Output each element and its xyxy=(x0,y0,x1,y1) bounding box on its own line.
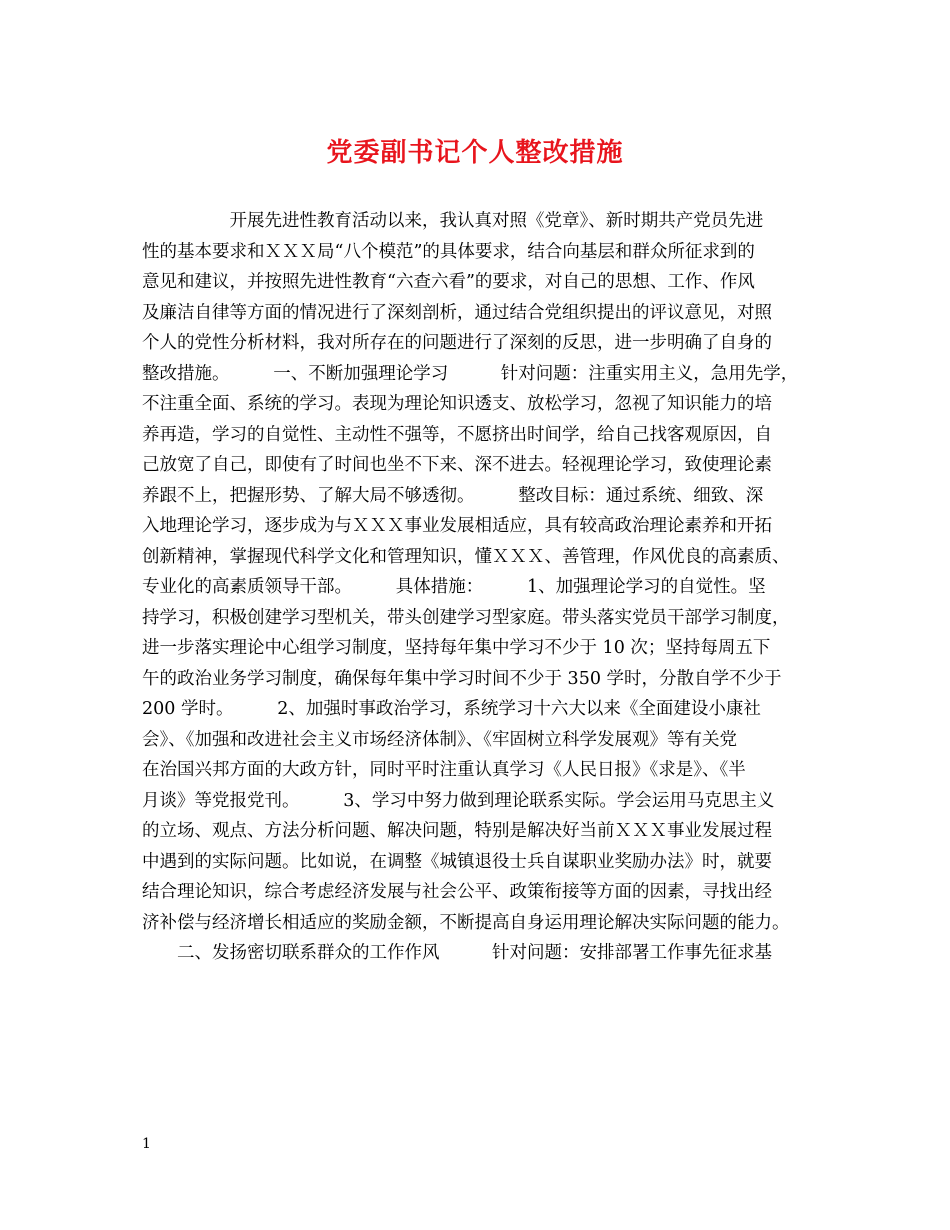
body-text-line: 意见和建议，并按照先进性教育“六查六看”的要求，对自己的思想、工作、作风 xyxy=(142,272,755,292)
body-text-line: 专业化的高素质领导干部。 具体措施： 1、加强理论学习的自觉性。坚 xyxy=(142,577,766,597)
body-text-line: 养再造，学习的自觉性、主动性不强等，不愿挤出时间学，给自己找客观原因，自 xyxy=(142,424,772,445)
body-text-line: 养跟不上，把握形势、了解大局不够透彻。 整改目标：通过系统、细致、深 xyxy=(142,485,764,506)
body-text-line: 性的基本要求和ＸＸＸ局“八个模范”的具体要求，结合向基层和群众所征求到的 xyxy=(142,241,755,262)
document-title: 党委副书记个人整改措施 xyxy=(326,138,624,168)
body-text-line: 创新精神，掌握现代科学文化和管理知识，懂ＸＸＸ、善管理，作风优良的高素质、 xyxy=(142,546,790,567)
body-text-line: 二、发扬密切联系群众的工作作风 针对问题：安排部署工作事先征求基 xyxy=(142,943,772,963)
document-body xyxy=(142,206,822,969)
body-text-line: 结合理论知识，综合考虑经济发展与社会公平、政策衔接等方面的因素，寻找出经 xyxy=(142,882,772,902)
body-text-line: 月谈》等党报党刊。 3、学习中努力做到理论联系实际。学会运用马克思主义 xyxy=(142,790,775,811)
body-text-line: 入地理论学习，逐步成为与ＸＸＸ事业发展相适应，具有较高政治理论素养和开拓 xyxy=(142,516,772,536)
body-text-line: 及廉洁自律等方面的情况进行了深刻剖析，通过结合党组织提出的评议意见，对照 xyxy=(142,302,772,323)
body-text-line: 中遇到的实际问题。比如说，在调整《城镇退役士兵自谋职业奖励办法》时，就要 xyxy=(142,851,772,872)
page-number: 1 xyxy=(142,1136,151,1152)
body-text-line: 在治国兴邦方面的大政方针，同时平时注重认真学习《人民日报》《求是》、《半 xyxy=(142,760,746,780)
body-text-line: 己放宽了自己，即使有了时间也坐不下来、深不进去。轻视理论学习，致使理论素 xyxy=(142,455,772,475)
body-text-line: 进一步落实理论中心组学习制度，坚持每年集中学习不少于 10 次；坚持每周五下 xyxy=(142,638,771,658)
body-text-line: 持学习，积极创建学习型机关，带头创建学习型家庭。带头落实党员干部学习制度， xyxy=(142,607,790,628)
body-text-line: 200 学时。 2、加强时事政治学习，系统学习十六大以来《全面建设小康社 xyxy=(142,699,761,719)
body-text-line: 会》、《加强和改进社会主义市场经济体制》、《牢固树立科学发展观》等有关党 xyxy=(142,729,737,750)
body-text-line: 不注重全面、系统的学习。表现为理论知识透支、放松学习，忽视了知识能力的培 xyxy=(142,394,772,414)
body-text-line: 整改措施。 一、不断加强理论学习 针对问题：注重实用主义，急用先学， xyxy=(142,363,799,384)
body-text-line: 开展先进性教育活动以来，我认真对照《党章》、新时期共产党员先进 xyxy=(142,211,764,231)
body-text-line: 的立场、观点、方法分析问题、解决问题，特别是解决好当前ＸＸＸ事业发展过程 xyxy=(142,821,772,841)
body-text-line: 个人的党性分析材料，我对所存在的问题进行了深刻的反思，进一步明确了自身的 xyxy=(142,333,772,353)
body-text-line: 济补偿与经济增长相适应的奖励金额，不断提高自身运用理论解决实际问题的能力。 xyxy=(142,912,790,933)
body-text-line: 午的政治业务学习制度，确保每年集中学习时间不少于 350 学时，分散自学不少于 xyxy=(142,668,782,689)
